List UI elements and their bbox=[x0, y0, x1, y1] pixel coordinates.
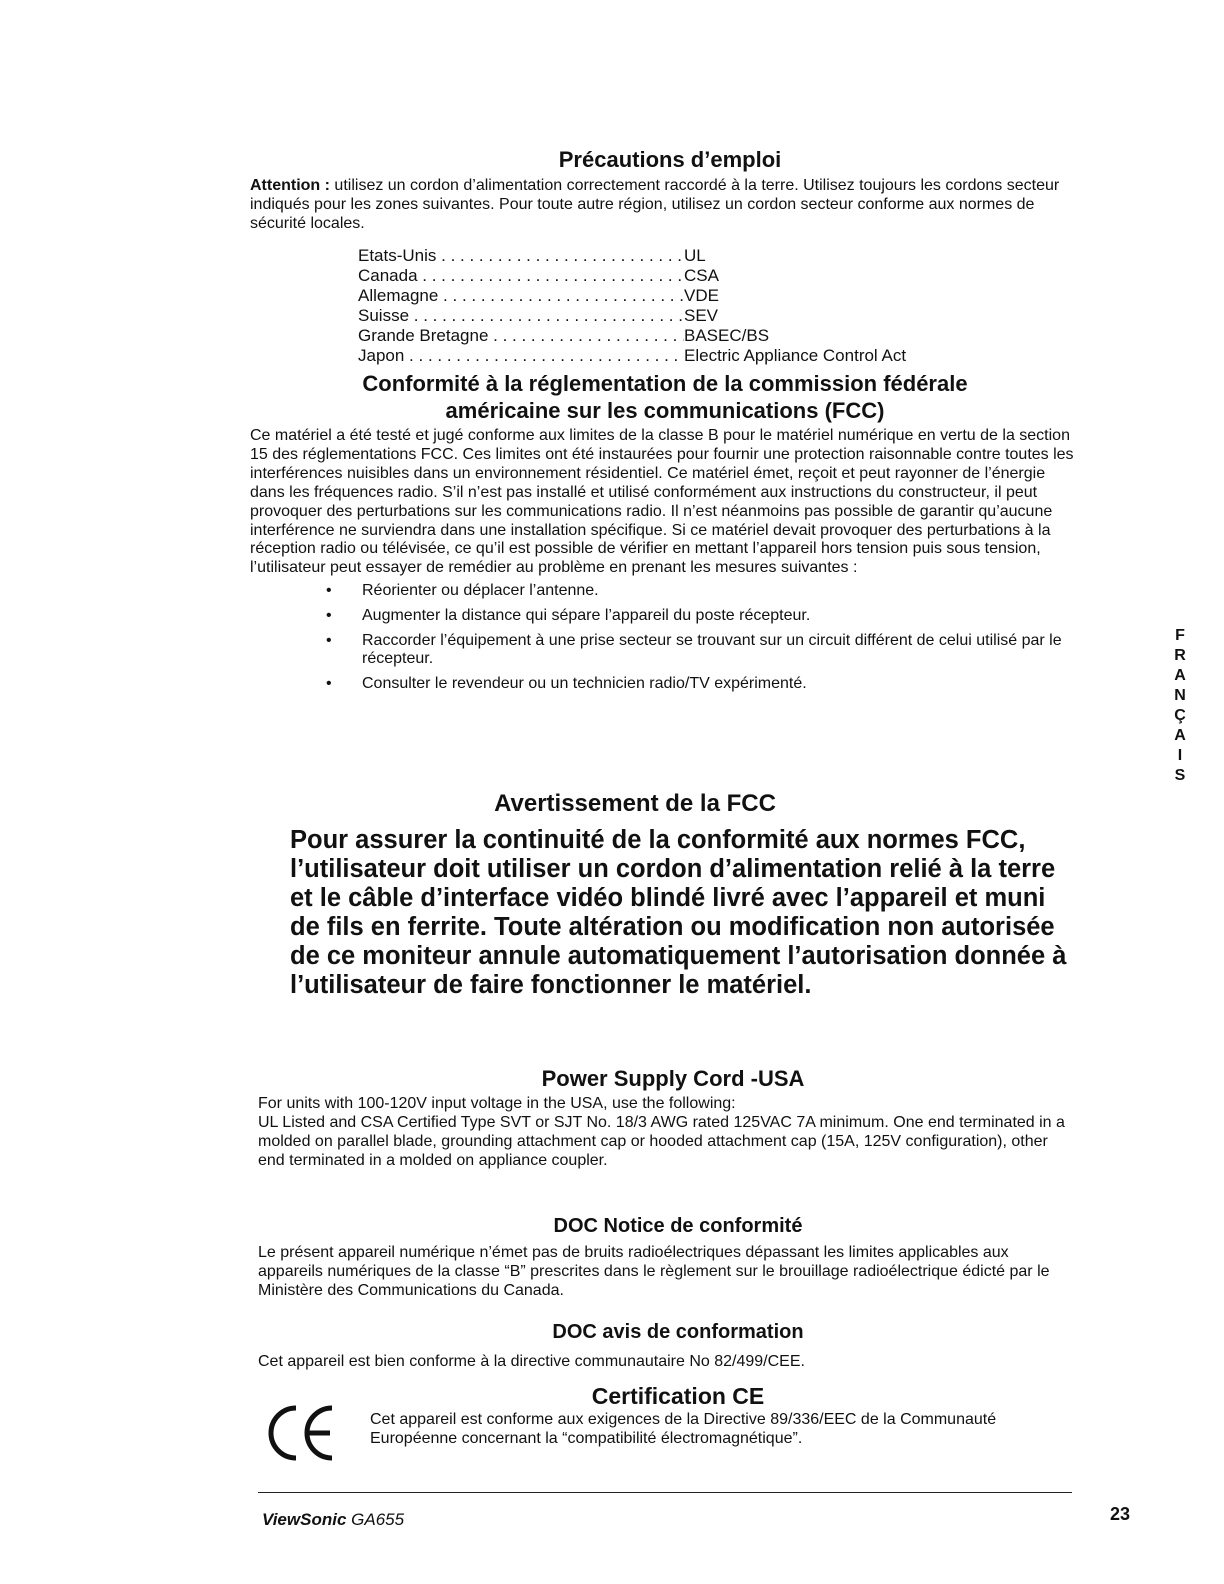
fcc-compliance-section bbox=[250, 370, 1080, 700]
page-number: 23 bbox=[1110, 1504, 1131, 1524]
ce-certification-section bbox=[258, 1382, 1078, 1472]
ce-title: Certification CE bbox=[591, 1383, 765, 1409]
fcc-warning-title: Avertissement de la FCC bbox=[494, 790, 776, 817]
power-supply-section bbox=[258, 1064, 1078, 1170]
side-tab-letter: R bbox=[1174, 647, 1186, 664]
cord-country: Japon . . . bbox=[358, 346, 684, 366]
bullet-icon: • bbox=[326, 675, 332, 693]
cord-country: Allemagne . . . bbox=[358, 286, 684, 306]
bullet-icon: • bbox=[326, 582, 332, 600]
side-tab-letter: F bbox=[1175, 627, 1185, 644]
doc-avis-text: Cet appareil est bien conforme à la directive communautaire No 82/499/CEE. bbox=[258, 1353, 805, 1370]
doc-notice-text: Le présent appareil numérique n’émet pas de bruits radioélectriques dépassant les limites applicables aux appareils numériques de la classe “B” prescrites dans le règlement sur le brouillage radioélectrique édicté par le Ministère des Communications du Canada. bbox=[258, 1244, 1050, 1299]
fcc-title bbox=[250, 370, 1080, 424]
list-item-text: Raccorder l’équipement à une prise secteur se trouvant sur un circuit différent de celui utilisé par le récepteur. bbox=[362, 632, 1062, 668]
attention-lead: Attention : bbox=[250, 177, 330, 194]
list-item bbox=[250, 675, 1062, 693]
footer-product-name bbox=[262, 1510, 404, 1530]
power-supply-title: Power Supply Cord -USA bbox=[541, 1066, 805, 1091]
cord-row bbox=[358, 266, 978, 286]
side-tab-letter: Ç bbox=[1174, 707, 1186, 724]
side-tab-letter: A bbox=[1174, 727, 1186, 744]
brand-name: ViewSonic bbox=[262, 1510, 347, 1529]
side-tab-letter: I bbox=[1177, 747, 1183, 764]
attention-text: utilisez un cordon d’alimentation correctement raccordé à la terre. Utilisez toujours les cordons secteur indiqués pour les zones suivantes. Pour toute autre région, utilisez un cordon secteur conforme aux normes de sécurité locales. bbox=[250, 177, 1060, 232]
footer-divider bbox=[258, 1492, 1072, 1493]
side-tab-letter: N bbox=[1174, 687, 1186, 704]
doc-avis-title: DOC avis de conformation bbox=[552, 1321, 804, 1343]
side-tab-letter: A bbox=[1174, 667, 1186, 684]
fcc-title-line1: Conformité à la réglementation de la commission fédérale bbox=[362, 371, 968, 396]
cord-row bbox=[358, 306, 978, 326]
ce-text: Cet appareil est conforme aux exigences de la Directive 89/336/EEC de la Communauté Européenne concernant la “compatibilité électromagnétique”. bbox=[370, 1411, 997, 1447]
doc-notice-title: DOC Notice de conformité bbox=[553, 1215, 803, 1237]
list-item-text: Consulter le revendeur ou un technicien radio/TV expérimenté. bbox=[362, 675, 807, 693]
cord-standard: UL bbox=[684, 246, 706, 265]
list-item-text: Augmenter la distance qui sépare l’appareil du poste récepteur. bbox=[362, 607, 811, 625]
language-side-tab bbox=[1168, 626, 1192, 786]
fcc-warning-text: Pour assurer la continuité de la conformité aux normes FCC, l’utilisateur doit utiliser un cordon d’alimentation relié à la terre et le câble d’interface vidéo blindé livré avec l’appareil et muni de fils en ferrite. Toute altération ou modification non autorisée de ce moniteur annule automatiquement l’autorisation donnée à l’utilisateur de faire fonctionner le matériel. bbox=[290, 826, 1067, 999]
precautions-title: Précautions d’emploi bbox=[558, 147, 782, 172]
list-item bbox=[250, 607, 1062, 625]
cord-standard: VDE bbox=[684, 286, 719, 305]
model-name: GA655 bbox=[346, 1510, 405, 1529]
cord-standard: SEV bbox=[684, 306, 719, 325]
precautions-text bbox=[250, 176, 1080, 233]
list-item-text: Réorienter ou déplacer l’antenne. bbox=[362, 582, 599, 600]
cord-country: Grande Bretagne . . . bbox=[358, 326, 684, 346]
fcc-body: Ce matériel a été testé et jugé conforme aux limites de la classe B pour le matériel numérique en vertu de la section 15 des réglementations FCC. Ces limites ont été instaurées pour fournir une protection raisonnable contre toutes les interférences nuisibles dans un environnement résidentiel. Ce matériel émet, reçoit et peut rayonner de l’énergie dans les fréquences radio. S’il n’est pas installé et utilisé conformément aux instructions du constructeur, il peut provoquer des perturbations sur les communications radio. Il n’est néanmoins pas possible de garantir qu’aucune interférence ne surviendra dans une installation spécifique. Si ce matériel devait provoquer des perturbations à la réception radio ou télévisée, ce qu’il est possible de vérifier en mettant l’appareil hors tension puis sous tension, l’utilisateur peut essayer de remédier au problème en prenant les mesures suivantes : bbox=[250, 427, 1074, 577]
bullet-icon: • bbox=[326, 607, 332, 625]
doc-avis-section bbox=[258, 1318, 1078, 1371]
doc-notice-section bbox=[258, 1212, 1078, 1300]
cord-row bbox=[358, 286, 978, 306]
cord-country: Etats-Unis . . . bbox=[358, 246, 684, 266]
side-tab-letter: S bbox=[1174, 767, 1186, 784]
precautions-section bbox=[250, 146, 1080, 233]
list-item bbox=[250, 582, 1062, 600]
power-supply-line1: For units with 100-120V input voltage in the USA, use the following: bbox=[258, 1095, 736, 1112]
fcc-title-line2: américaine sur les communications (FCC) bbox=[445, 398, 885, 423]
list-item bbox=[250, 632, 1062, 668]
fcc-warning-section bbox=[290, 788, 1070, 1000]
power-supply-line2: UL Listed and CSA Certified Type SVT or SJT No. 18/3 AWG rated 125VAC 7A minimum. One end terminated in a molded on parallel blade, grounding attachment cap or hooded attachment cap (15A, 125V configuration), other end terminated in a molded on appliance coupler. bbox=[258, 1114, 1065, 1169]
cord-country: Suisse . . . bbox=[358, 306, 684, 326]
fcc-measures-list bbox=[250, 582, 1080, 693]
cord-row bbox=[358, 246, 978, 266]
power-cord-standards-table bbox=[358, 246, 978, 366]
cord-standard: Electric Appliance Control Act bbox=[684, 346, 907, 365]
cord-row bbox=[358, 326, 978, 346]
cord-row bbox=[358, 346, 978, 366]
cord-standard: CSA bbox=[684, 266, 719, 285]
bullet-icon: • bbox=[326, 632, 332, 650]
cord-standard: BASEC/BS bbox=[684, 326, 770, 345]
ce-mark-icon bbox=[266, 1402, 342, 1464]
cord-country: Canada . . . bbox=[358, 266, 684, 286]
